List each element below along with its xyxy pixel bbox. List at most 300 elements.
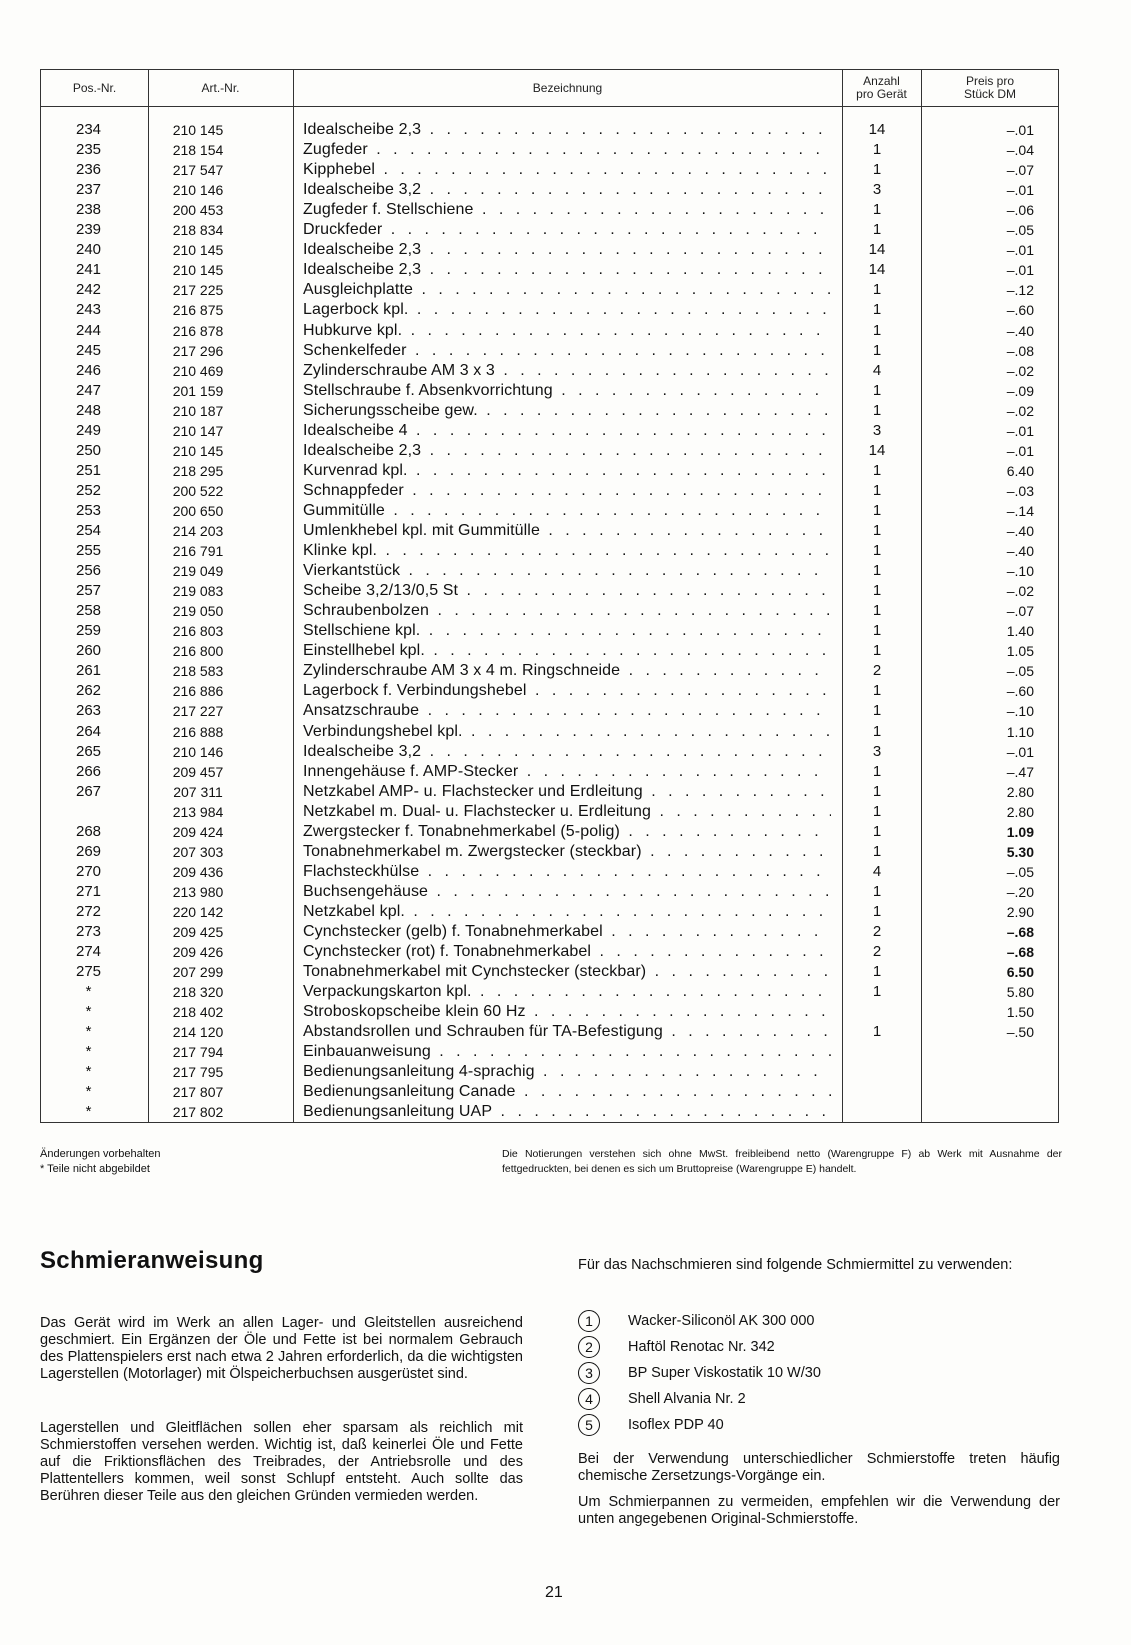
pos-number: 261	[75, 662, 102, 680]
unit-price: 5.30	[1006, 843, 1034, 860]
description: Schnappfeder . . .	[303, 481, 831, 501]
description: Idealscheibe 2,3 . . .	[303, 441, 831, 461]
description: Umlenkhebel kpl. mit Gummitülle . . .	[303, 521, 831, 541]
header-anzahl: Anzahl pro Gerät	[856, 74, 907, 101]
article-number: 209 424	[172, 823, 224, 840]
table-row	[41, 381, 1058, 401]
article-number: 217 807	[172, 1084, 224, 1101]
table-row	[41, 922, 1058, 942]
pos-number: 250	[75, 441, 102, 459]
quantity: 1	[872, 562, 882, 580]
description: Abstandsrollen und Schrauben für TA-Befestigung . . .	[303, 1022, 831, 1042]
article-number: 200 522	[172, 482, 224, 499]
quantity: 1	[872, 1023, 882, 1041]
asterisk-note: * Teile nicht abgebildet	[40, 1163, 150, 1175]
notes-left	[40, 1147, 160, 1177]
unit-price: 6.40	[1006, 462, 1034, 479]
unit-price: –.12	[1006, 282, 1034, 299]
description: Sicherungsscheibe gew. . . .	[303, 401, 831, 421]
unit-price: –.01	[1006, 743, 1034, 760]
quantity: 1	[872, 201, 882, 219]
unit-price: –.02	[1006, 583, 1034, 600]
table-row	[41, 501, 1058, 521]
description: Netzkabel AMP- u. Flachstecker und Erdleitung . . .	[303, 782, 831, 802]
article-number: 218 834	[172, 222, 224, 239]
quantity: 1	[872, 582, 882, 600]
description: Stroboskopscheibe klein 60 Hz . . .	[303, 1002, 831, 1022]
quantity: 1	[872, 522, 882, 539]
lubricant-name: Wacker-Siliconöl AK 300 000	[628, 1313, 815, 1329]
pos-number: *	[85, 1103, 92, 1121]
article-number: 219 049	[172, 563, 224, 580]
article-number: 210 187	[172, 402, 224, 419]
quantity: 1	[872, 682, 882, 700]
article-number: 217 225	[172, 282, 224, 299]
lubricant-name: Isoflex PDP 40	[628, 1417, 724, 1433]
unit-price: –.02	[1006, 402, 1034, 419]
description: Einstellhebel kpl. . . .	[303, 641, 831, 661]
unit-price: 1.40	[1006, 623, 1034, 640]
description: Einbauanweisung . . .	[303, 1042, 831, 1062]
article-number: 217 296	[172, 342, 224, 359]
description: Verbindungshebel kpl. . . .	[303, 722, 831, 742]
article-number: 213 980	[172, 883, 224, 900]
article-number: 210 147	[172, 422, 224, 439]
table-row	[41, 982, 1058, 1002]
quantity: 1	[872, 762, 882, 780]
quantity: 1	[872, 341, 882, 359]
article-number: 218 402	[172, 1004, 224, 1021]
table-row	[41, 481, 1058, 501]
circled-number-icon: 3	[578, 1362, 600, 1384]
quantity: 2	[872, 943, 882, 961]
quantity: 2	[872, 923, 882, 940]
lubricant-item	[578, 1388, 746, 1410]
pos-number: 236	[75, 161, 102, 179]
quantity: 3	[872, 421, 882, 439]
quantity: 1	[872, 301, 882, 319]
quantity: 1	[872, 642, 882, 660]
quantity: 1	[872, 381, 882, 399]
unit-price: –.01	[1006, 122, 1034, 138]
description: Idealscheibe 2,3 . . .	[303, 120, 831, 140]
description: Verpackungskarton kpl. . . .	[303, 982, 831, 1002]
pos-number: 260	[75, 642, 102, 660]
pos-number: 251	[75, 461, 102, 479]
description: Flachsteckhülse . . .	[303, 862, 831, 882]
pos-number: 252	[75, 481, 102, 499]
table-row	[41, 561, 1058, 581]
article-number: 209 457	[172, 763, 224, 780]
unit-price: –.06	[1006, 202, 1034, 219]
table-row	[41, 742, 1058, 762]
unit-price: –.05	[1006, 663, 1034, 680]
pos-number: 273	[75, 923, 102, 940]
quantity: 1	[872, 161, 882, 179]
table-row	[41, 401, 1058, 421]
article-number: 217 802	[172, 1104, 224, 1121]
quantity: 1	[872, 622, 882, 640]
article-number: 220 142	[172, 903, 224, 920]
unit-price: 1.09	[1006, 823, 1034, 840]
quantity: 1	[872, 882, 882, 900]
description: Netzkabel m. Dual- u. Flachstecker u. Erdleitung . . .	[303, 802, 831, 822]
article-number: 217 795	[172, 1064, 224, 1081]
table-row	[41, 220, 1058, 240]
quantity: 1	[872, 782, 882, 800]
pos-number: 270	[75, 862, 102, 880]
article-number: 219 083	[172, 583, 224, 600]
article-number: 217 794	[172, 1044, 224, 1061]
article-number: 216 803	[172, 623, 224, 640]
unit-price: 2.80	[1006, 783, 1034, 800]
table-row	[41, 300, 1058, 320]
pos-number: 256	[75, 562, 102, 580]
description: Zylinderschraube AM 3 x 4 m. Ringschneide . . .	[303, 661, 831, 681]
article-number: 210 145	[172, 442, 224, 459]
table-row	[41, 641, 1058, 661]
table-row	[41, 1102, 1058, 1122]
unit-price: 1.05	[1006, 643, 1034, 660]
description: Idealscheibe 4 . . .	[303, 421, 831, 441]
header-art: Art.-Nr.	[201, 80, 240, 95]
quantity: 14	[868, 441, 886, 459]
article-number: 214 203	[172, 523, 224, 539]
unit-price: –.60	[1006, 302, 1034, 319]
table-row	[41, 160, 1058, 180]
unit-price: –.01	[1006, 422, 1034, 439]
pos-number: 266	[75, 762, 102, 780]
article-number: 209 436	[172, 863, 224, 880]
pos-number: 271	[75, 882, 102, 900]
lubricant-intro: Für das Nachschmieren sind folgende Schmiermittel zu verwenden:	[578, 1257, 1013, 1273]
unit-price: –.68	[1006, 944, 1034, 961]
article-number: 216 875	[172, 302, 224, 319]
unit-price: –.50	[1006, 1024, 1034, 1041]
unit-price: –.08	[1006, 342, 1034, 359]
table-row	[41, 701, 1058, 721]
description: Hubkurve kpl. . . .	[303, 321, 831, 341]
unit-price: –.60	[1006, 683, 1034, 700]
article-number: 216 878	[172, 322, 224, 339]
lubricant-name: Shell Alvania Nr. 2	[628, 1391, 746, 1407]
quantity: 1	[872, 842, 882, 860]
pos-number: 235	[75, 141, 102, 159]
pos-number: *	[85, 1043, 92, 1061]
quantity: 1	[872, 501, 882, 519]
changes-note: Änderungen vorbehalten	[40, 1148, 161, 1160]
article-number: 207 299	[172, 964, 224, 981]
table-row	[41, 962, 1058, 982]
article-number: 201 159	[172, 382, 224, 399]
table-row	[41, 581, 1058, 601]
table-row	[41, 1022, 1058, 1042]
article-number: 210 146	[172, 743, 224, 760]
table-row	[41, 722, 1058, 742]
table-row	[41, 862, 1058, 882]
table-row	[41, 240, 1058, 260]
description: Idealscheibe 2,3 . . .	[303, 260, 831, 280]
lubricant-item	[578, 1414, 724, 1436]
description: Innengehäuse f. AMP-Stecker . . .	[303, 762, 831, 782]
unit-price: –.47	[1006, 763, 1034, 780]
unit-price: –.04	[1006, 142, 1034, 159]
description: Idealscheibe 2,3 . . .	[303, 240, 831, 260]
article-number: 210 145	[172, 242, 224, 259]
pos-number: 242	[75, 281, 102, 299]
description: Netzkabel kpl. . . .	[303, 902, 831, 922]
description: Ansatzschraube . . .	[303, 701, 831, 721]
description: Kipphebel . . .	[303, 160, 831, 180]
description: Zwergstecker f. Tonabnehmerkabel (5-polig) . . .	[303, 822, 831, 842]
article-number: 209 425	[172, 924, 224, 940]
pos-number: 268	[75, 822, 102, 840]
unit-price: –.14	[1006, 502, 1034, 519]
lubricant-item	[578, 1362, 821, 1384]
table-row	[41, 882, 1058, 902]
unit-price: –.40	[1006, 543, 1034, 560]
description: Schraubenbolzen . . .	[303, 601, 831, 621]
quantity: 1	[872, 281, 882, 299]
unit-price: –.01	[1006, 182, 1034, 199]
quantity: 1	[872, 983, 882, 1001]
table-row	[41, 321, 1058, 341]
table-row	[41, 521, 1058, 541]
article-number: 218 154	[172, 142, 224, 159]
description: Klinke kpl. . . .	[303, 541, 831, 561]
article-number: 213 984	[172, 803, 224, 820]
pos-number: 241	[75, 261, 102, 279]
quantity: 1	[872, 722, 882, 740]
unit-price: –.10	[1006, 563, 1034, 580]
table-row	[41, 180, 1058, 200]
article-number: 214 120	[172, 1024, 224, 1041]
article-number: 210 145	[172, 262, 224, 279]
quantity: 3	[872, 742, 882, 760]
article-number: 218 295	[172, 462, 224, 479]
lubricant-name: Haftöl Renotac Nr. 342	[628, 1339, 775, 1355]
unit-price: –.07	[1006, 603, 1034, 620]
table-row	[41, 1042, 1058, 1062]
description: Schenkelfeder . . .	[303, 341, 831, 361]
pos-number: 246	[75, 361, 102, 379]
description: Buchsengehäuse . . .	[303, 882, 831, 902]
article-number: 219 050	[172, 603, 224, 620]
description: Stellschiene kpl. . . .	[303, 621, 831, 641]
pos-number: 240	[75, 241, 102, 259]
table-row	[41, 341, 1058, 361]
article-number: 200 650	[172, 502, 224, 519]
article-number: 210 146	[172, 182, 224, 199]
circled-number-icon: 4	[578, 1388, 600, 1410]
unit-price: –.03	[1006, 482, 1034, 499]
table-row	[41, 681, 1058, 701]
pos-number: 245	[75, 341, 102, 359]
article-number: 218 583	[172, 663, 224, 680]
parts-table	[40, 69, 1059, 1123]
lubrication-paragraph-3: Bei der Verwendung unterschiedlicher Schmierstoffe treten häufig chemische Zersetzungs-Vorgänge ein.	[578, 1451, 1060, 1484]
table-row	[41, 461, 1058, 481]
header-preis: Preis pro Stück DM	[963, 74, 1016, 101]
quantity: 14	[868, 261, 886, 279]
pos-number: *	[85, 1023, 92, 1041]
unit-price: 1.50	[1006, 1004, 1034, 1021]
lubrication-title: Schmieranweisung	[40, 1247, 264, 1274]
description: Zugfeder f. Stellschiene . . .	[303, 200, 831, 220]
pos-number: 253	[75, 501, 102, 519]
unit-price: –.09	[1006, 382, 1034, 399]
description: Lagerbock kpl. . . .	[303, 300, 831, 320]
quantity: 1	[872, 702, 882, 720]
article-number: 207 303	[172, 843, 224, 860]
description: Bedienungsanleitung UAP . . .	[303, 1102, 831, 1122]
quantity: 1	[872, 141, 882, 159]
quantity: 4	[872, 862, 882, 880]
article-number: 210 469	[172, 362, 224, 379]
description: Idealscheibe 3,2 . . .	[303, 742, 831, 762]
article-number: 218 320	[172, 984, 224, 1001]
unit-price: –.01	[1006, 442, 1034, 459]
quantity: 1	[872, 542, 882, 560]
description: Druckfeder . . .	[303, 220, 831, 240]
quantity: 14	[868, 121, 886, 138]
table-row	[41, 140, 1058, 160]
table-row	[41, 280, 1058, 300]
unit-price: 1.10	[1006, 723, 1034, 740]
quantity: 4	[872, 361, 882, 379]
pos-number: 272	[75, 902, 102, 920]
table-row	[41, 822, 1058, 842]
unit-price: 5.80	[1006, 984, 1034, 1001]
header-pos: Pos.-Nr.	[72, 80, 117, 95]
unit-price: –.01	[1006, 242, 1034, 259]
article-number: 216 888	[172, 723, 224, 740]
table-row	[41, 441, 1058, 461]
pos-number: 264	[75, 722, 102, 740]
pos-number: 257	[75, 582, 102, 600]
pos-number: 255	[75, 542, 102, 560]
description: Lagerbock f. Verbindungshebel . . .	[303, 681, 831, 701]
quantity: 3	[872, 181, 882, 199]
unit-price: 6.50	[1006, 964, 1034, 981]
table-row	[41, 421, 1058, 441]
lubrication-paragraph-1: Das Gerät wird im Werk an allen Lager- und Gleitstellen ausreichend geschmiert. Ein Ergänzen der Öle und Fette ist bei normalem Gebrauch des Plattenspielers erst nach etwa 2 Jahren erforderlich, da die wichtigsten Lagerstellen (Motorlager) mit Ölspeicherbuchsen ausgerüstet sind.	[40, 1315, 523, 1382]
quantity: 14	[868, 241, 886, 259]
pos-number: 243	[75, 301, 102, 319]
description: Kurvenrad kpl. . . .	[303, 461, 831, 481]
lubricant-name: BP Super Viskostatik 10 W/30	[628, 1365, 821, 1381]
article-number: 216 800	[172, 643, 224, 660]
lubricant-item	[578, 1336, 775, 1358]
article-number: 210 145	[172, 122, 224, 138]
description: Zylinderschraube AM 3 x 3 . . .	[303, 361, 831, 381]
unit-price: 2.80	[1006, 803, 1034, 820]
description: Idealscheibe 3,2 . . .	[303, 180, 831, 200]
circled-number-icon: 1	[578, 1310, 600, 1332]
pos-number: 254	[75, 522, 102, 539]
unit-price: –.02	[1006, 362, 1034, 379]
article-number: 217 547	[172, 162, 224, 179]
lubrication-paragraph-4: Um Schmierpannen zu vermeiden, empfehlen wir die Verwendung der unten angegebenen Original-Schmierstoffe.	[578, 1494, 1060, 1527]
table-row	[41, 200, 1058, 220]
quantity: 1	[872, 221, 882, 239]
description: Tonabnehmerkabel mit Cynchstecker (steckbar) . . .	[303, 962, 831, 982]
pos-number: 239	[75, 221, 102, 239]
pos-number: *	[85, 1063, 92, 1081]
unit-price: –.05	[1006, 863, 1034, 880]
description: Stellschraube f. Absenkvorrichtung . . .	[303, 381, 831, 401]
article-number: 209 426	[172, 944, 224, 961]
table-row	[41, 601, 1058, 621]
description: Ausgleichplatte . . .	[303, 280, 831, 300]
circled-number-icon: 2	[578, 1336, 600, 1358]
quantity: 1	[872, 602, 882, 620]
table-row	[41, 902, 1058, 922]
table-row	[41, 260, 1058, 280]
table-row	[41, 842, 1058, 862]
pos-number: 237	[75, 181, 102, 199]
quantity: 1	[872, 461, 882, 479]
table-row	[41, 361, 1058, 381]
pos-number: 267	[75, 782, 102, 800]
quantity: 1	[872, 321, 882, 339]
pos-number: 249	[75, 421, 102, 439]
unit-price: –.40	[1006, 322, 1034, 339]
description: Scheibe 3,2/13/0,5 St . . .	[303, 581, 831, 601]
unit-price: –.10	[1006, 703, 1034, 720]
pos-number: *	[85, 1003, 92, 1021]
quantity: 1	[872, 822, 882, 840]
pos-number: 265	[75, 742, 102, 760]
table-row	[41, 621, 1058, 641]
pos-number: 275	[75, 963, 102, 981]
unit-price: 2.90	[1006, 903, 1034, 920]
lubrication-paragraph-2: Lagerstellen und Gleitflächen sollen eher sparsam als reichlich mit Schmierstoffen versehen werden. Wichtig ist, daß keinerlei Öle und Fette auf die Friktionsflächen des Treibrades, der Antriebsrolle und des Plattentellers kommen, weil sonst Schlupf entsteht. Auch sollte das Berühren dieser Teile aus den gleichen Gründen vermieden werden.	[40, 1420, 523, 1504]
unit-price: –.01	[1006, 262, 1034, 279]
article-number: 216 791	[172, 543, 224, 560]
article-number: 207 311	[173, 783, 223, 800]
unit-price: –.40	[1006, 523, 1034, 539]
unit-price: –.07	[1006, 162, 1034, 179]
header-divider	[41, 106, 1058, 107]
lubricant-item	[578, 1310, 814, 1332]
pos-number: 244	[75, 321, 102, 339]
pos-number: *	[85, 1083, 92, 1101]
quantity: 1	[872, 963, 882, 981]
pos-number: *	[85, 983, 92, 1001]
pos-number: 269	[75, 842, 102, 860]
table-row	[41, 1062, 1058, 1082]
article-number: 216 886	[172, 683, 224, 700]
description: Zugfeder . . .	[303, 140, 831, 160]
header-bezeichnung: Bezeichnung	[532, 80, 603, 95]
table-row	[41, 1082, 1058, 1102]
circled-number-icon: 5	[578, 1414, 600, 1436]
pos-number: 262	[75, 682, 102, 700]
quantity: 1	[872, 481, 882, 499]
table-row	[41, 541, 1058, 561]
quantity: 2	[872, 662, 882, 680]
unit-price: –.68	[1006, 924, 1034, 940]
pos-number: 247	[75, 381, 102, 399]
table-row	[41, 661, 1058, 681]
quantity: 1	[872, 802, 882, 820]
table-row	[41, 762, 1058, 782]
table-row	[41, 802, 1058, 822]
table-row	[41, 782, 1058, 802]
pos-number: 238	[75, 201, 102, 219]
description: Cynchstecker (rot) f. Tonabnehmerkabel . . .	[303, 942, 831, 962]
